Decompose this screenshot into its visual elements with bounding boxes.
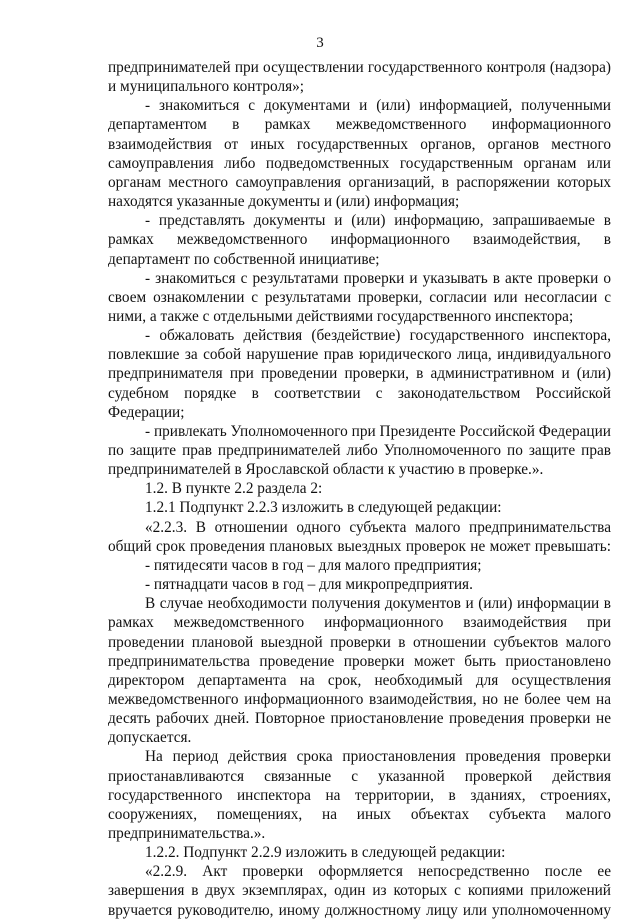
text-line: самоуправления либо подведомственных государственным органам или <box>108 154 611 172</box>
text-line: - знакомиться с результатами проверки и указывать в акте проверки о <box>145 269 611 287</box>
text-line: проведении плановой выездной проверки в отношении субъектов малого <box>108 633 611 651</box>
page-number: 3 <box>316 35 324 51</box>
text-line: - знакомиться с документами и (или) информацией, полученными <box>145 97 611 115</box>
text-line: по защите прав предпринимателей либо Уполномоченного по защите прав <box>108 442 611 459</box>
text-line: «2.2.9. Акт проверки оформляется непосредственно после ее <box>145 863 611 881</box>
text-line: рамках межведомственного информационного взаимодействия при <box>108 614 611 632</box>
text-line: вручается руководителю, иному должностному лицу или уполномоченному <box>108 901 611 919</box>
text-line: рамках межведомственного информационного взаимодействия, в <box>108 231 611 249</box>
text-line: органам местного самоуправления организаций, в распоряжении которых <box>108 173 611 191</box>
text-line: приостанавливаются связанные с указанной проверкой действия <box>108 767 611 785</box>
text-line: предпринимательства проведение проверки может быть приостановлено <box>108 652 611 670</box>
text-line: департаментом в рамках межведомственного информационного <box>108 116 611 134</box>
text-line: 1.2.1 Подпункт 2.2.3 изложить в следующей редакции: <box>145 499 502 517</box>
text-line: 1.2. В пункте 2.2 раздела 2: <box>145 480 323 498</box>
text-line: предпринимателей при осуществлении государственного контроля (надзора) <box>108 59 611 76</box>
text-line: - привлекать Уполномоченного при Президенте Российской Федерации <box>145 422 611 440</box>
text-line: межведомственного информационного взаимодействия, но не более чем на <box>108 690 611 708</box>
text-line: судебном порядке в соответствии с законодательством Российской <box>108 384 611 402</box>
text-line: десять рабочих дней. Повторное приостановление проведения проверки не <box>108 710 611 728</box>
text-line: предпринимательства.». <box>108 825 266 842</box>
text-line: На период действия срока приостановления проведения проверки <box>145 748 611 766</box>
text-line: - обжаловать действия (бездействие) государственного инспектора, <box>145 327 611 345</box>
text-line: государственного инспектора на территории, в зданиях, строениях, <box>108 786 611 804</box>
text-line: находятся указанные документы и (или) информация; <box>108 193 460 210</box>
text-line: завершения в двух экземплярах, один из которых с копиями приложений <box>108 882 611 900</box>
text-line: и муниципального контроля»; <box>108 78 305 96</box>
text-line: допускается. <box>108 729 192 747</box>
text-line: взаимодействия от иных государственных органов, органов местного <box>108 135 611 153</box>
text-line: своем ознакомлении с результатами проверки, согласии или несогласии с <box>108 288 611 306</box>
text-line: предпринимателя при проведении проверки, в административном и (или) <box>108 365 611 383</box>
text-line: Федерации; <box>108 403 185 421</box>
text-line: сооружениях, помещениях, на иных объектах субъекта малого <box>108 805 611 823</box>
text-line: ними, а также с отдельными действиями государственного инспектора; <box>108 307 574 325</box>
text-line: - представлять документы и (или) информацию, запрашиваемые в <box>145 212 611 230</box>
text-line: предпринимателей в Ярославской области к участию в проверке.». <box>108 461 544 479</box>
text-line: - пятнадцати часов в год – для микропредприятия. <box>145 576 473 593</box>
text-line: 1.2.2. Подпункт 2.2.9 изложить в следующей редакции: <box>145 844 506 862</box>
text-line: департамент по собственной инициативе; <box>108 250 380 268</box>
text-line: повлекшие за собой нарушение прав юридического лица, индивидуального <box>108 346 611 364</box>
text-line: директором департамента на срок, необходимый для осуществления <box>108 671 611 689</box>
text-line: - пятидесяти часов в год – для малого предприятия; <box>145 556 482 574</box>
text-line: В случае необходимости получения документов и (или) информации в <box>145 595 611 613</box>
text-line: «2.2.3. В отношении одного субъекта малого предпринимательства <box>145 518 611 536</box>
text-line: общий срок проведения плановых выездных проверок не может превышать: <box>108 537 611 555</box>
